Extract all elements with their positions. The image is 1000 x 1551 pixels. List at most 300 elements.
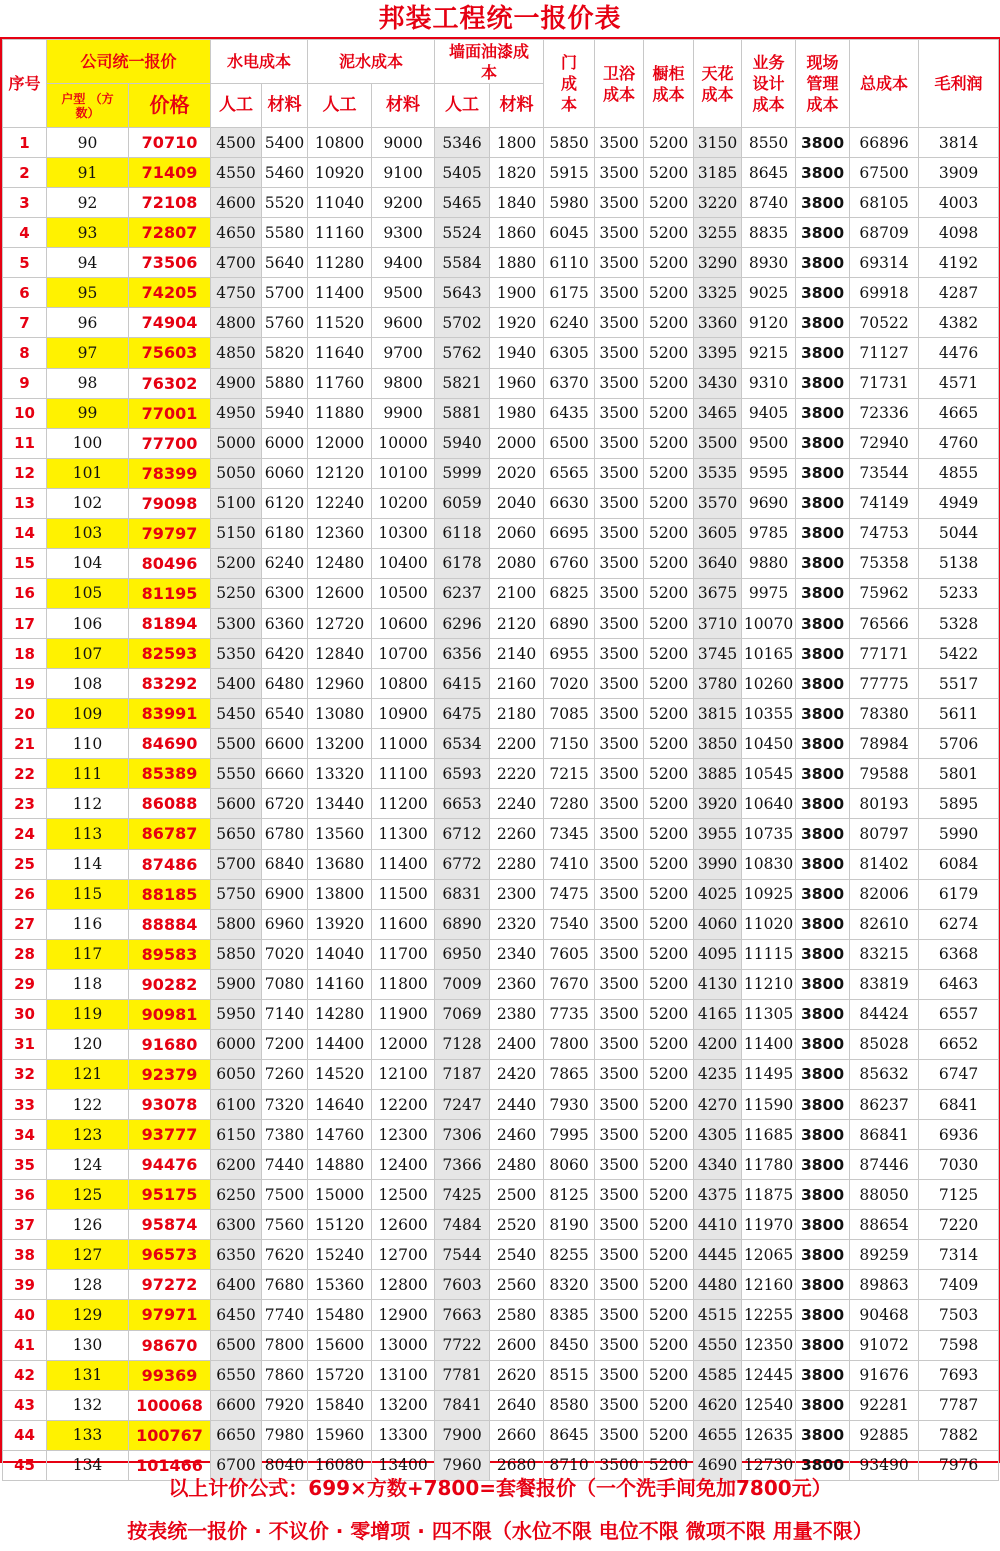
table-row (3, 1090, 999, 1120)
cabinet-cell: 5200 (644, 789, 694, 819)
total-cell: 78984 (850, 729, 919, 759)
mgmt-cell: 3800 (796, 488, 850, 518)
design-cell: 10355 (742, 699, 796, 729)
door-cell: 7020 (544, 669, 595, 699)
seq-cell: 38 (3, 1240, 47, 1270)
mgmt-cell: 3800 (796, 909, 850, 939)
masonry-labor-cell: 11520 (308, 308, 372, 338)
paint-labor-cell: 7544 (435, 1240, 490, 1270)
table-row (3, 518, 999, 548)
price-cell: 72807 (129, 218, 211, 248)
mgmt-cell: 3800 (796, 699, 850, 729)
door-cell: 8190 (544, 1210, 595, 1240)
bath-cell: 3500 (595, 1180, 644, 1210)
total-cell: 71127 (850, 338, 919, 368)
house-type-cell: 124 (47, 1150, 129, 1180)
cabinet-cell: 5200 (644, 1390, 694, 1420)
hydro-labor-cell: 4500 (211, 128, 262, 158)
seq-cell: 15 (3, 548, 47, 578)
bath-cell: 3500 (595, 609, 644, 639)
door-cell: 7930 (544, 1090, 595, 1120)
hydro-material-cell: 5820 (262, 338, 308, 368)
hydro-material-cell: 7920 (262, 1390, 308, 1420)
price-cell: 80496 (129, 548, 211, 578)
seq-cell: 19 (3, 669, 47, 699)
total-cell: 77775 (850, 669, 919, 699)
house-type-cell: 110 (47, 729, 129, 759)
paint-material-cell: 1820 (490, 158, 544, 188)
cabinet-cell: 5200 (644, 1420, 694, 1450)
profit-cell: 7314 (919, 1240, 999, 1270)
ceiling-cell: 4165 (694, 999, 742, 1029)
mgmt-cell: 3800 (796, 158, 850, 188)
masonry-labor-cell: 12000 (308, 428, 372, 458)
seq-cell: 39 (3, 1270, 47, 1300)
cabinet-cell: 5200 (644, 1330, 694, 1360)
bath-cell: 3500 (595, 969, 644, 999)
cabinet-cell: 5200 (644, 669, 694, 699)
house-type-cell: 133 (47, 1420, 129, 1450)
masonry-material-cell: 13100 (372, 1360, 435, 1390)
table-row (3, 158, 999, 188)
masonry-material-cell: 11800 (372, 969, 435, 999)
table-row (3, 398, 999, 428)
cabinet-cell: 5200 (644, 398, 694, 428)
bath-cell: 3500 (595, 849, 644, 879)
paint-material-cell: 2240 (490, 789, 544, 819)
cabinet-cell: 5200 (644, 879, 694, 909)
design-cell: 10070 (742, 609, 796, 639)
profit-cell: 6368 (919, 939, 999, 969)
bath-cell: 3500 (595, 639, 644, 669)
door-cell: 7085 (544, 699, 595, 729)
mgmt-cell: 3800 (796, 1180, 850, 1210)
hydro-material-cell: 7500 (262, 1180, 308, 1210)
mgmt-cell: 3800 (796, 548, 850, 578)
header-hydro-labor: 人工 (211, 84, 262, 128)
hydro-labor-cell: 5500 (211, 729, 262, 759)
hydro-material-cell: 6300 (262, 578, 308, 608)
paint-material-cell: 1980 (490, 398, 544, 428)
paint-material-cell: 2000 (490, 428, 544, 458)
profit-cell: 6652 (919, 1029, 999, 1059)
profit-cell: 7598 (919, 1330, 999, 1360)
mgmt-cell: 3800 (796, 1240, 850, 1270)
house-type-cell: 134 (47, 1450, 129, 1480)
masonry-labor-cell: 12960 (308, 669, 372, 699)
total-cell: 87446 (850, 1150, 919, 1180)
mgmt-cell: 3800 (796, 308, 850, 338)
ceiling-cell: 3430 (694, 368, 742, 398)
mgmt-cell: 3800 (796, 188, 850, 218)
mgmt-cell: 3800 (796, 278, 850, 308)
design-cell: 8835 (742, 218, 796, 248)
price-cell: 89583 (129, 939, 211, 969)
price-cell: 70710 (129, 128, 211, 158)
price-cell: 77700 (129, 428, 211, 458)
cabinet-cell: 5200 (644, 248, 694, 278)
pricing-formula: 以上计价公式：699×方数+7800=套餐报价（一个洗手间免加7800元） (168, 1476, 832, 1500)
ceiling-cell: 3185 (694, 158, 742, 188)
door-cell: 8645 (544, 1420, 595, 1450)
table-row (3, 308, 999, 338)
price-cell: 94476 (129, 1150, 211, 1180)
hydro-labor-cell: 5400 (211, 669, 262, 699)
masonry-material-cell: 11300 (372, 819, 435, 849)
price-cell: 79098 (129, 488, 211, 518)
paint-labor-cell: 6475 (435, 699, 490, 729)
hydro-material-cell: 6120 (262, 488, 308, 518)
cabinet-cell: 5200 (644, 488, 694, 518)
house-type-cell: 104 (47, 548, 129, 578)
masonry-labor-cell: 14280 (308, 999, 372, 1029)
cabinet-cell: 5200 (644, 609, 694, 639)
hydro-labor-cell: 6100 (211, 1090, 262, 1120)
design-cell: 12255 (742, 1300, 796, 1330)
hydro-labor-cell: 5600 (211, 789, 262, 819)
profit-cell: 7125 (919, 1180, 999, 1210)
door-cell: 6305 (544, 338, 595, 368)
price-cell: 85389 (129, 759, 211, 789)
header-door-cost: 门成本 (544, 40, 595, 128)
bath-cell: 3500 (595, 398, 644, 428)
design-cell: 11970 (742, 1210, 796, 1240)
hydro-material-cell: 6240 (262, 548, 308, 578)
design-cell: 10450 (742, 729, 796, 759)
seq-cell: 12 (3, 458, 47, 488)
hydro-material-cell: 7560 (262, 1210, 308, 1240)
table-row (3, 999, 999, 1029)
seq-cell: 8 (3, 338, 47, 368)
ceiling-cell: 3815 (694, 699, 742, 729)
total-cell: 89259 (850, 1240, 919, 1270)
table-row (3, 909, 999, 939)
paint-labor-cell: 6593 (435, 759, 490, 789)
paint-material-cell: 1920 (490, 308, 544, 338)
paint-material-cell: 2020 (490, 458, 544, 488)
design-cell: 12065 (742, 1240, 796, 1270)
seq-cell: 23 (3, 789, 47, 819)
mgmt-cell: 3800 (796, 578, 850, 608)
hydro-labor-cell: 6550 (211, 1360, 262, 1390)
paint-labor-cell: 7187 (435, 1059, 490, 1089)
door-cell: 8060 (544, 1150, 595, 1180)
profit-cell: 3814 (919, 128, 999, 158)
price-cell: 74205 (129, 278, 211, 308)
price-cell: 73506 (129, 248, 211, 278)
house-type-cell: 107 (47, 639, 129, 669)
mgmt-cell: 3800 (796, 999, 850, 1029)
seq-cell: 16 (3, 578, 47, 608)
profit-cell: 7409 (919, 1270, 999, 1300)
paint-material-cell: 1900 (490, 278, 544, 308)
bath-cell: 3500 (595, 368, 644, 398)
header-cabinet-cost: 橱柜成本 (644, 40, 694, 128)
bath-cell: 3500 (595, 428, 644, 458)
masonry-material-cell: 11600 (372, 909, 435, 939)
masonry-labor-cell: 12240 (308, 488, 372, 518)
paint-labor-cell: 6356 (435, 639, 490, 669)
masonry-material-cell: 10000 (372, 428, 435, 458)
ceiling-cell: 3395 (694, 338, 742, 368)
hydro-labor-cell: 5050 (211, 458, 262, 488)
design-cell: 10165 (742, 639, 796, 669)
design-cell: 11115 (742, 939, 796, 969)
paint-material-cell: 2300 (490, 879, 544, 909)
seq-cell: 17 (3, 609, 47, 639)
total-cell: 85632 (850, 1059, 919, 1089)
door-cell: 6825 (544, 578, 595, 608)
seq-cell: 26 (3, 879, 47, 909)
door-cell: 7150 (544, 729, 595, 759)
hydro-labor-cell: 4800 (211, 308, 262, 338)
cabinet-cell: 5200 (644, 1180, 694, 1210)
masonry-labor-cell: 15240 (308, 1240, 372, 1270)
house-type-cell: 105 (47, 578, 129, 608)
header-company-price: 公司统一报价 (47, 40, 211, 84)
house-type-cell: 119 (47, 999, 129, 1029)
design-cell: 12540 (742, 1390, 796, 1420)
house-type-cell: 117 (47, 939, 129, 969)
paint-material-cell: 2140 (490, 639, 544, 669)
ceiling-cell: 4375 (694, 1180, 742, 1210)
hydro-material-cell: 7020 (262, 939, 308, 969)
total-cell: 91072 (850, 1330, 919, 1360)
paint-labor-cell: 5940 (435, 428, 490, 458)
bath-cell: 3500 (595, 338, 644, 368)
masonry-labor-cell: 10800 (308, 128, 372, 158)
masonry-labor-cell: 11280 (308, 248, 372, 278)
table-row (3, 128, 999, 158)
mgmt-cell: 3800 (796, 428, 850, 458)
paint-material-cell: 2280 (490, 849, 544, 879)
mgmt-cell: 3800 (796, 1029, 850, 1059)
paint-material-cell: 2260 (490, 819, 544, 849)
house-type-cell: 121 (47, 1059, 129, 1089)
cabinet-cell: 5200 (644, 428, 694, 458)
total-cell: 82610 (850, 909, 919, 939)
hydro-material-cell: 5520 (262, 188, 308, 218)
price-cell: 81894 (129, 609, 211, 639)
paint-material-cell: 2500 (490, 1180, 544, 1210)
ceiling-cell: 4620 (694, 1390, 742, 1420)
seq-cell: 36 (3, 1180, 47, 1210)
design-cell: 11305 (742, 999, 796, 1029)
cabinet-cell: 5200 (644, 1090, 694, 1120)
hydro-material-cell: 6000 (262, 428, 308, 458)
total-cell: 80797 (850, 819, 919, 849)
paint-material-cell: 2640 (490, 1390, 544, 1420)
door-cell: 6240 (544, 308, 595, 338)
paint-material-cell: 1940 (490, 338, 544, 368)
paint-material-cell: 2360 (490, 969, 544, 999)
hydro-labor-cell: 5850 (211, 939, 262, 969)
design-cell: 11020 (742, 909, 796, 939)
bath-cell: 3500 (595, 879, 644, 909)
ceiling-cell: 3990 (694, 849, 742, 879)
hydro-material-cell: 6720 (262, 789, 308, 819)
cabinet-cell: 5200 (644, 158, 694, 188)
hydro-material-cell: 7860 (262, 1360, 308, 1390)
mgmt-cell: 3800 (796, 729, 850, 759)
price-cell: 90981 (129, 999, 211, 1029)
paint-labor-cell: 6950 (435, 939, 490, 969)
mgmt-cell: 3800 (796, 1059, 850, 1089)
hydro-labor-cell: 6000 (211, 1029, 262, 1059)
paint-labor-cell: 5524 (435, 218, 490, 248)
mgmt-cell: 3800 (796, 1300, 850, 1330)
paint-labor-cell: 7425 (435, 1180, 490, 1210)
house-type-cell: 100 (47, 428, 129, 458)
hydro-labor-cell: 6450 (211, 1300, 262, 1330)
bath-cell: 3500 (595, 218, 644, 248)
house-type-cell: 123 (47, 1120, 129, 1150)
paint-labor-cell: 5346 (435, 128, 490, 158)
cabinet-cell: 5200 (644, 278, 694, 308)
total-cell: 88050 (850, 1180, 919, 1210)
design-cell: 8930 (742, 248, 796, 278)
table-row (3, 669, 999, 699)
total-cell: 86841 (850, 1120, 919, 1150)
paint-labor-cell: 5702 (435, 308, 490, 338)
masonry-labor-cell: 14520 (308, 1059, 372, 1089)
house-type-cell: 114 (47, 849, 129, 879)
paint-material-cell: 2160 (490, 669, 544, 699)
seq-cell: 13 (3, 488, 47, 518)
masonry-material-cell: 11500 (372, 879, 435, 909)
table-row (3, 548, 999, 578)
total-cell: 83215 (850, 939, 919, 969)
hydro-labor-cell: 6200 (211, 1150, 262, 1180)
masonry-material-cell: 9700 (372, 338, 435, 368)
header-masonry-labor: 人工 (308, 84, 372, 128)
ceiling-cell: 4410 (694, 1210, 742, 1240)
table-row (3, 218, 999, 248)
hydro-material-cell: 7080 (262, 969, 308, 999)
hydro-labor-cell: 4900 (211, 368, 262, 398)
profit-cell: 4760 (919, 428, 999, 458)
table-row (3, 849, 999, 879)
table-row (3, 639, 999, 669)
masonry-material-cell: 9000 (372, 128, 435, 158)
design-cell: 9690 (742, 488, 796, 518)
seq-cell: 40 (3, 1300, 47, 1330)
price-cell: 97272 (129, 1270, 211, 1300)
paint-labor-cell: 7128 (435, 1029, 490, 1059)
price-cell: 77001 (129, 398, 211, 428)
ceiling-cell: 4445 (694, 1240, 742, 1270)
paint-material-cell: 2200 (490, 729, 544, 759)
design-cell: 10830 (742, 849, 796, 879)
ceiling-cell: 4480 (694, 1270, 742, 1300)
mgmt-cell: 3800 (796, 879, 850, 909)
paint-labor-cell: 6118 (435, 518, 490, 548)
seq-cell: 1 (3, 128, 47, 158)
door-cell: 7670 (544, 969, 595, 999)
masonry-labor-cell: 13920 (308, 909, 372, 939)
hydro-labor-cell: 6300 (211, 1210, 262, 1240)
masonry-material-cell: 9900 (372, 398, 435, 428)
table-row (3, 248, 999, 278)
cabinet-cell: 5200 (644, 909, 694, 939)
design-cell: 9975 (742, 578, 796, 608)
design-cell: 12635 (742, 1420, 796, 1450)
masonry-labor-cell: 13080 (308, 699, 372, 729)
bath-cell: 3500 (595, 278, 644, 308)
door-cell: 8320 (544, 1270, 595, 1300)
hydro-labor-cell: 6700 (211, 1450, 262, 1480)
masonry-material-cell: 10800 (372, 669, 435, 699)
door-cell: 7410 (544, 849, 595, 879)
hydro-material-cell: 5700 (262, 278, 308, 308)
masonry-labor-cell: 11640 (308, 338, 372, 368)
design-cell: 8645 (742, 158, 796, 188)
seq-cell: 34 (3, 1120, 47, 1150)
header-hydro-cost: 水电成本 (211, 40, 308, 84)
seq-cell: 29 (3, 969, 47, 999)
header-ceiling-cost: 天花成本 (694, 40, 742, 128)
bath-cell: 3500 (595, 1300, 644, 1330)
house-type-cell: 95 (47, 278, 129, 308)
paint-labor-cell: 5643 (435, 278, 490, 308)
mgmt-cell: 3800 (796, 1390, 850, 1420)
total-cell: 83819 (850, 969, 919, 999)
ceiling-cell: 3360 (694, 308, 742, 338)
ceiling-cell: 4060 (694, 909, 742, 939)
ceiling-cell: 4270 (694, 1090, 742, 1120)
masonry-material-cell: 11000 (372, 729, 435, 759)
ceiling-cell: 4690 (694, 1450, 742, 1480)
hydro-material-cell: 6780 (262, 819, 308, 849)
house-type-cell: 128 (47, 1270, 129, 1300)
mgmt-cell: 3800 (796, 368, 850, 398)
hydro-material-cell: 5580 (262, 218, 308, 248)
masonry-labor-cell: 14880 (308, 1150, 372, 1180)
cabinet-cell: 5200 (644, 1059, 694, 1089)
hydro-material-cell: 5400 (262, 128, 308, 158)
seq-cell: 4 (3, 218, 47, 248)
price-cell: 84690 (129, 729, 211, 759)
hydro-labor-cell: 6600 (211, 1390, 262, 1420)
cabinet-cell: 5200 (644, 1300, 694, 1330)
cabinet-cell: 5200 (644, 729, 694, 759)
mgmt-cell: 3800 (796, 1090, 850, 1120)
hydro-material-cell: 6540 (262, 699, 308, 729)
cabinet-cell: 5200 (644, 969, 694, 999)
house-type-cell: 102 (47, 488, 129, 518)
total-cell: 78380 (850, 699, 919, 729)
price-table (2, 39, 999, 1481)
bath-cell: 3500 (595, 1059, 644, 1089)
paint-labor-cell: 7366 (435, 1150, 490, 1180)
header-bath-cost: 卫浴成本 (595, 40, 644, 128)
price-cell: 88185 (129, 879, 211, 909)
masonry-material-cell: 11200 (372, 789, 435, 819)
table-row (3, 1029, 999, 1059)
mgmt-cell: 3800 (796, 609, 850, 639)
masonry-labor-cell: 12480 (308, 548, 372, 578)
design-cell: 9215 (742, 338, 796, 368)
door-cell: 7345 (544, 819, 595, 849)
seq-cell: 44 (3, 1420, 47, 1450)
bath-cell: 3500 (595, 1029, 644, 1059)
mgmt-cell: 3800 (796, 1360, 850, 1390)
masonry-material-cell: 13300 (372, 1420, 435, 1450)
paint-labor-cell: 6653 (435, 789, 490, 819)
total-cell: 90468 (850, 1300, 919, 1330)
house-type-cell: 106 (47, 609, 129, 639)
hydro-labor-cell: 4950 (211, 398, 262, 428)
